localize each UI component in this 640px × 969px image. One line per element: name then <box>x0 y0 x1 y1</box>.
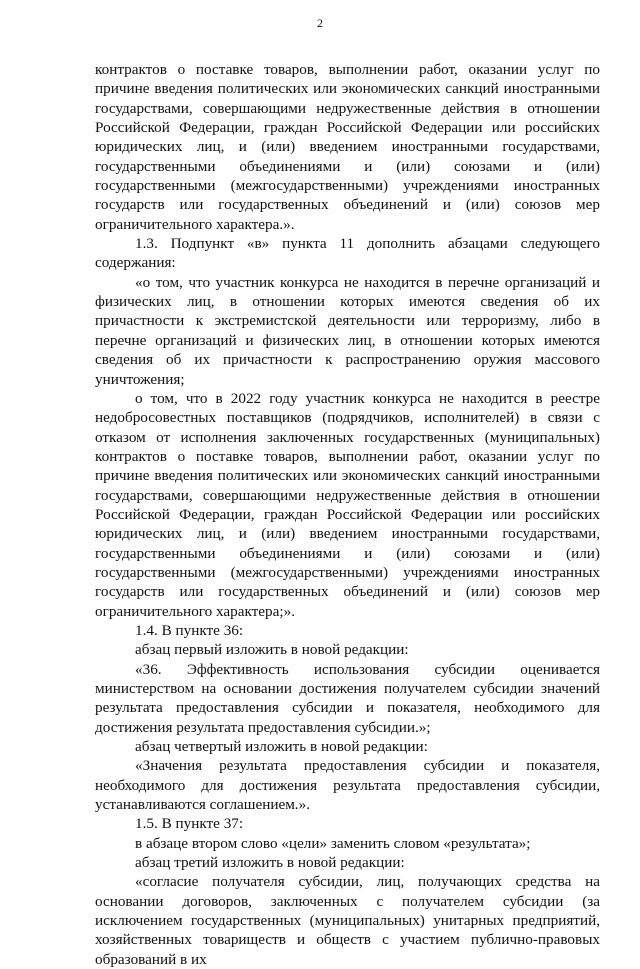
page-number: 2 <box>317 16 323 30</box>
paragraph: «36. Эффективность использования субсидии оценивается министерством на основании достижения получателем субсидии значений результата предоставления субсидии и показателя, необходимого для достижения результата предоставления субсидии.»; <box>95 660 600 736</box>
paragraph: в абзаце втором слово «цели» заменить словом «результата»; <box>135 834 531 852</box>
paragraph: абзац четвертый изложить в новой редакции: <box>135 738 428 756</box>
paragraph: «согласие получателя субсидии, лиц, получающих средства на основании договоров, заключенных с получателем субсидии (за исключением государственных (муниципальных) унитарных предприятий, хозяйственных товариществ и обществ с участием публично-правовых образований в их <box>95 873 600 968</box>
paragraph: абзац первый изложить в новой редакции: <box>135 641 409 659</box>
document-body <box>95 60 600 969</box>
paragraph: о том, что в 2022 году участник конкурса не находится в реестре недобросовестных поставщиков (подрядчиков, исполнителей) в связи с отказом от исполнения заключенных государственных (муниципальных) контрактов о поставке товаров, выполнении работ, оказании услуг по причине введения политических или экономических санкций иностранными государствами, совершающими недружественные действия в отношении Российской Федерации, граждан Российской Федерации или российских юридических лиц, и (или) введением иностранными государствами, государственными объединениями и (или) союзами и (или) государственными (межгосударственными) учреждениями иностранных государств или государственных объединений и (или) союзов мер ограничительного характера;». <box>95 389 600 620</box>
paragraph: «Значения результата предоставления субсидии и показателя, необходимого для достижения результата предоставления субсидии, устанавливаются соглашением.». <box>95 757 600 814</box>
paragraph: контрактов о поставке товаров, выполнении работ, оказании услуг по причине введения политических или экономических санкций иностранными государствами, совершающими недружественные действия в отношении Российской Федерации, граждан Российской Федерации или российских юридических лиц, и (или) введением иностранными государствами, государственными объединениями и (или) союзами и (или) государственными (межгосударственными) учреждениями иностранных государств или государственных объединений и (или) союзов мер ограничительного характера.». <box>95 61 600 233</box>
paragraph: 1.4. В пункте 36: <box>135 621 244 639</box>
paragraph: 1.5. В пункте 37: <box>135 815 244 833</box>
paragraph: «о том, что участник конкурса не находится в перечне организаций и физических лиц, в отношении которых имеются сведения об их причастности к экстремистской деятельности или терроризму, либо в перечне организаций и физических лиц, в отношении которых имеются сведения об их причастности к распространению оружия массового уничтожения; <box>95 273 600 388</box>
paragraph: 1.3. Подпункт «в» пункта 11 дополнить абзацами следующего содержания: <box>95 235 600 272</box>
paragraph: абзац третий изложить в новой редакции: <box>135 854 405 872</box>
